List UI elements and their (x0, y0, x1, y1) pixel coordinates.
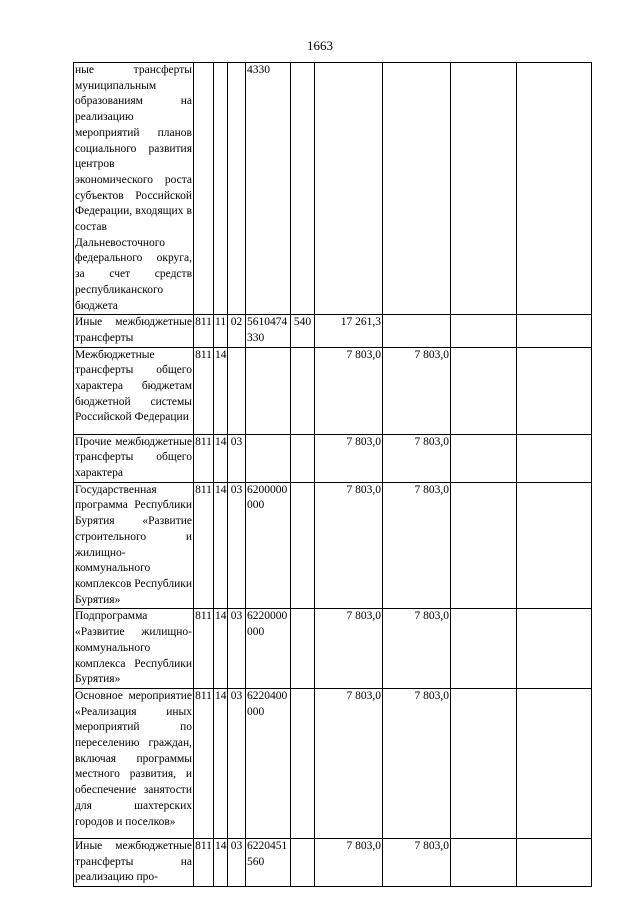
cell-section-code: 11 (214, 315, 228, 347)
cell-expense-type (291, 434, 315, 482)
cell-amount-1: 7 803,0 (315, 482, 383, 609)
cell-amount-2: 7 803,0 (383, 347, 451, 434)
cell-subsection-code: 03 (228, 838, 246, 886)
cell-expense-type: 540 (291, 315, 315, 347)
cell-target-article: 6220451560 (246, 838, 291, 886)
cell-target-article: 4330 (246, 63, 291, 315)
cell-section-code: 14 (214, 434, 228, 482)
cell-ministry-code: 811 (194, 347, 214, 434)
cell-description: Государственная программа Республики Бурятия «Развитие строительного и жилищно-коммунального комплексов Республики Бурятия» (74, 482, 194, 609)
cell-expense-type (291, 482, 315, 609)
cell-subsection-code: 02 (228, 315, 246, 347)
cell-amount-3 (451, 63, 517, 315)
cell-section-code: 14 (214, 347, 228, 434)
cell-target-article: 6220400000 (246, 688, 291, 838)
cell-ministry-code: 811 (194, 434, 214, 482)
cell-amount-2: 7 803,0 (383, 609, 451, 689)
cell-section-code: 14 (214, 482, 228, 609)
table-row (74, 688, 592, 838)
table-row (74, 434, 592, 482)
cell-amount-1 (315, 63, 383, 315)
cell-amount-1: 7 803,0 (315, 838, 383, 886)
cell-amount-3 (451, 482, 517, 609)
table-row (74, 609, 592, 689)
cell-description: Межбюджетные трансферты общего характера бюджетам бюджетной системы Российской Федерации (74, 347, 194, 434)
cell-expense-type (291, 609, 315, 689)
cell-amount-2: 7 803,0 (383, 838, 451, 886)
cell-amount-1: 7 803,0 (315, 347, 383, 434)
cell-amount-1: 17 261,3 (315, 315, 383, 347)
table-row (74, 315, 592, 347)
cell-amount-3 (451, 347, 517, 434)
cell-amount-4 (517, 482, 592, 609)
cell-subsection-code (228, 347, 246, 434)
cell-description: Прочие межбюджетные трансферты общего характера (74, 434, 194, 482)
cell-subsection-code: 03 (228, 609, 246, 689)
cell-amount-3 (451, 315, 517, 347)
cell-amount-4 (517, 347, 592, 434)
cell-amount-3 (451, 434, 517, 482)
cell-section-code: 14 (214, 688, 228, 838)
cell-amount-1: 7 803,0 (315, 609, 383, 689)
cell-description: ные трансферты муниципальным образованиям на реализацию мероприятий планов социального развития центров экономического роста субъектов Российской Федерации, входящих в состав Дальневосточного федерального округа, за счет средств республиканского бюджета (74, 63, 194, 315)
cell-description: Подпрограмма «Развитие жилищно-коммунального комплекса Республики Бурятия» (74, 609, 194, 689)
cell-ministry-code: 811 (194, 838, 214, 886)
cell-section-code (214, 63, 228, 315)
cell-amount-1: 7 803,0 (315, 434, 383, 482)
cell-amount-4 (517, 609, 592, 689)
cell-expense-type (291, 347, 315, 434)
cell-amount-1: 7 803,0 (315, 688, 383, 838)
cell-amount-4 (517, 434, 592, 482)
cell-amount-2: 7 803,0 (383, 434, 451, 482)
table-row (74, 347, 592, 434)
cell-ministry-code: 811 (194, 688, 214, 838)
cell-expense-type (291, 63, 315, 315)
cell-description: Основное мероприятие «Реализация иных мероприятий по переселению граждан, включая программы местного развития, и обеспечение занятости для шахтерских городов и поселков» (74, 688, 194, 838)
cell-amount-2: 7 803,0 (383, 688, 451, 838)
cell-expense-type (291, 838, 315, 886)
cell-description: Иные межбюджетные трансферты (74, 315, 194, 347)
cell-amount-4 (517, 838, 592, 886)
cell-subsection-code: 03 (228, 434, 246, 482)
cell-amount-4 (517, 63, 592, 315)
page-number: 1663 (307, 38, 333, 53)
cell-amount-3 (451, 688, 517, 838)
cell-ministry-code (194, 63, 214, 315)
cell-target-article (246, 434, 291, 482)
cell-description: Иные межбюджетные трансферты на реализацию про- (74, 838, 194, 886)
cell-section-code: 14 (214, 838, 228, 886)
cell-subsection-code: 03 (228, 482, 246, 609)
cell-amount-3 (451, 609, 517, 689)
cell-amount-2 (383, 315, 451, 347)
cell-amount-4 (517, 688, 592, 838)
cell-amount-2 (383, 63, 451, 315)
cell-amount-3 (451, 838, 517, 886)
cell-target-article: 6200000000 (246, 482, 291, 609)
table-row (74, 838, 592, 886)
cell-expense-type (291, 688, 315, 838)
cell-target-article (246, 347, 291, 434)
cell-ministry-code: 811 (194, 482, 214, 609)
cell-subsection-code: 03 (228, 688, 246, 838)
table-row (74, 63, 592, 315)
cell-amount-4 (517, 315, 592, 347)
cell-amount-2: 7 803,0 (383, 482, 451, 609)
table-row (74, 482, 592, 609)
cell-target-article: 5610474330 (246, 315, 291, 347)
budget-table (73, 62, 592, 887)
cell-subsection-code (228, 63, 246, 315)
cell-ministry-code: 811 (194, 315, 214, 347)
cell-ministry-code: 811 (194, 609, 214, 689)
cell-section-code: 14 (214, 609, 228, 689)
cell-target-article: 6220000000 (246, 609, 291, 689)
